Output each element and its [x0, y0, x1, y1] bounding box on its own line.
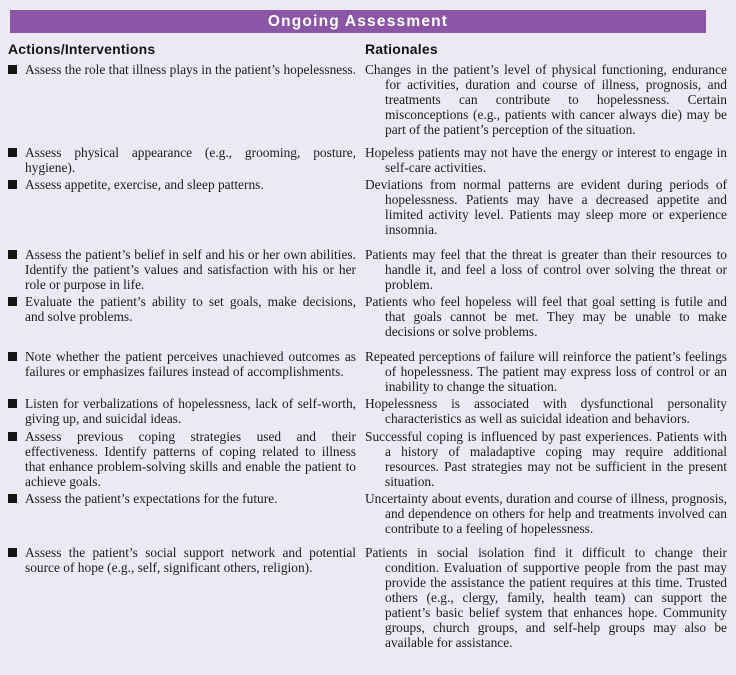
action-text: Assess the patient’s expectations for the future.: [25, 491, 278, 506]
action-item: [8, 545, 356, 575]
action-item: [8, 62, 356, 77]
black-square-bullet-icon: [8, 294, 25, 324]
table-row: [8, 545, 728, 650]
column-header-row: [8, 41, 728, 57]
action-text: Assess the patient’s belief in self and his or her own abilities. Identify the patient’s values and satisfaction with his or her role or purpose in life.: [25, 247, 356, 292]
rationale-text: Hopeless patients may not have the energy or interest to engage in self-care activities.: [365, 145, 727, 175]
black-square-bullet-icon: [8, 349, 25, 379]
black-square-bullet-icon: [8, 145, 25, 175]
action-item: [8, 177, 356, 192]
action-item: [8, 247, 356, 292]
black-square-bullet-icon: [8, 491, 25, 506]
action-text: Assess previous coping strategies used and their effectiveness. Identify patterns of coping related to illness that enhance problem-solving skills and enable the patient to achieve goals.: [25, 429, 356, 489]
rationale-text: Patients who feel hopeless will feel that goal setting is futile and that goals cannot be met. They may be unable to make decisions or solve problems.: [365, 294, 727, 339]
black-square-bullet-icon: [8, 62, 25, 77]
action-text: Assess appetite, exercise, and sleep patterns.: [25, 177, 264, 192]
column-header-rationales: Rationales: [365, 41, 438, 57]
action-item: [8, 294, 356, 324]
action-text: Note whether the patient perceives unachieved outcomes as failures or emphasizes failures instead of accomplishments.: [25, 349, 356, 379]
rationale-text: Hopelessness is associated with dysfunctional personality characteristics as well as suicidal ideation and behaviors.: [365, 396, 727, 426]
table-row: [8, 491, 728, 536]
assessment-title-bar: [10, 10, 706, 33]
table-row: [8, 177, 728, 237]
rationale-text: Changes in the patient’s level of physical functioning, endurance for activities, duration and course of illness, prognosis, and treatments can contribute to hopelessness. Certain misconceptions (e.g., patients with cancer always die) may be part of the patient’s perception of the situation.: [365, 62, 727, 137]
action-item: [8, 396, 356, 426]
rationale-text: Uncertainty about events, duration and course of illness, prognosis, and dependence on others for help and treatments involved can contribute to a feeling of hopelessness.: [365, 491, 727, 536]
table-row: [8, 62, 728, 137]
action-text: Listen for verbalizations of hopelessness, lack of self-worth, giving up, and suicidal ideas.: [25, 396, 356, 426]
rationale-text: Patients may feel that the threat is greater than their resources to handle it, and feel a loss of control over solving the threat or problem.: [365, 247, 727, 292]
action-item: [8, 349, 356, 379]
table-row: [8, 429, 728, 489]
table-row: [8, 145, 728, 175]
table-row: [8, 294, 728, 339]
action-item: [8, 429, 356, 489]
black-square-bullet-icon: [8, 545, 25, 575]
rationale-text: Repeated perceptions of failure will reinforce the patient’s feelings of hopelessness. The patient may express loss of control or an inability to change the situation.: [365, 349, 727, 394]
rationale-text: Successful coping is influenced by past experiences. Patients with a history of maladaptive coping may require additional resources. Past strategies may not be sufficient in the present situation.: [365, 429, 727, 489]
black-square-bullet-icon: [8, 177, 25, 192]
table-row: [8, 396, 728, 426]
action-text: Assess the patient’s social support network and potential source of hope (e.g., self, significant others, religion).: [25, 545, 356, 575]
black-square-bullet-icon: [8, 247, 25, 292]
assessment-table: [8, 41, 728, 652]
action-text: Assess physical appearance (e.g., grooming, posture, hygiene).: [25, 145, 356, 175]
column-header-actions: Actions/Interventions: [8, 41, 156, 57]
table-row: [8, 247, 728, 292]
table-row: [8, 349, 728, 394]
action-item: [8, 145, 356, 175]
assessment-rows: [8, 62, 728, 650]
action-text: Assess the role that illness plays in the patient’s hopelessness.: [25, 62, 356, 77]
black-square-bullet-icon: [8, 396, 25, 426]
rationale-text: Deviations from normal patterns are evident during periods of hopelessness. Patients may have a decreased appetite and limited activity level. Patients may sleep more or experience insomnia.: [365, 177, 727, 237]
black-square-bullet-icon: [8, 429, 25, 489]
assessment-title: Ongoing Assessment: [267, 12, 449, 30]
action-text: Evaluate the patient’s ability to set goals, make decisions, and solve problems.: [25, 294, 356, 324]
rationale-text: Patients in social isolation find it difficult to change their condition. Evaluation of supportive people from the past may provide the assistance the patient requires at this time. Trusted others (e.g., clergy, family, health team) can support the patient’s basic belief system that enhances hope. Community groups, church groups, and self-help groups may also be available for assistance.: [365, 545, 727, 650]
action-item: [8, 491, 356, 506]
